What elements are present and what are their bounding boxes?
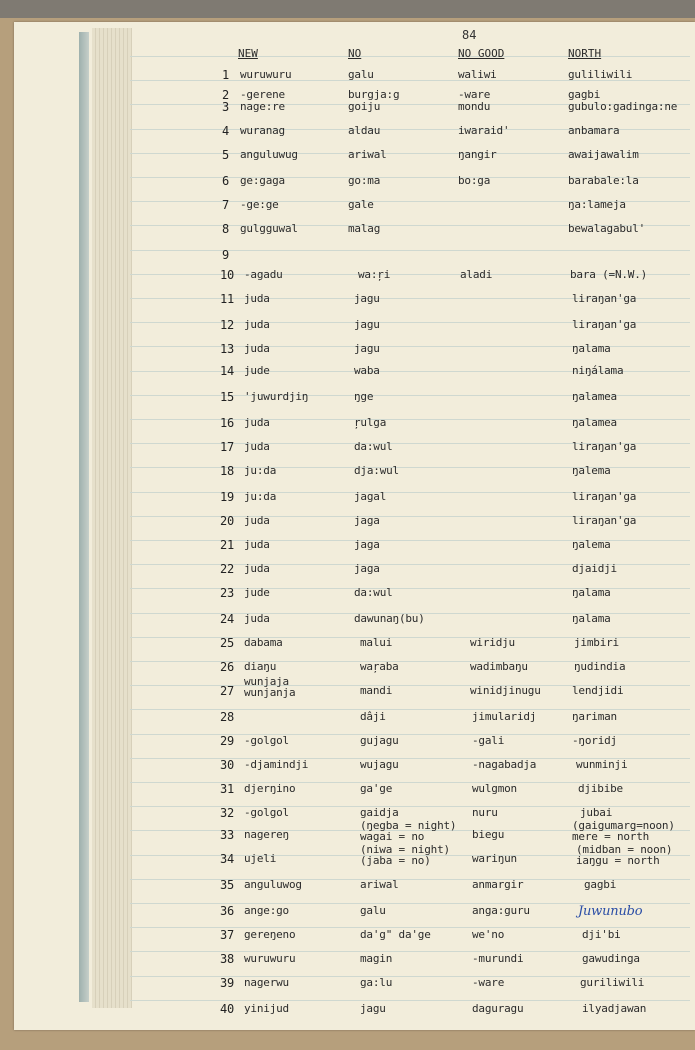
row-37-num: 37	[220, 928, 235, 942]
row-10-nogood: aladi	[460, 268, 493, 281]
row-32-nogood: nuru	[472, 806, 498, 819]
row-18-num: 18	[220, 464, 235, 478]
row-33-north: (gaigumarg=noon) mere = north	[572, 819, 675, 843]
row-6-num: 6	[222, 174, 230, 188]
row-21-num: 21	[220, 538, 235, 552]
row-20-north: liraŋan'ga	[572, 514, 637, 527]
row-12-num: 12	[220, 318, 235, 332]
row-34-num: 34	[220, 852, 235, 866]
row-17-num: 17	[220, 440, 235, 454]
row-39-new: nagerwu	[244, 976, 289, 989]
row-31-nogood: wulgmon	[472, 782, 517, 795]
row-38-num: 38	[220, 952, 235, 966]
row-40-new: yinijud	[244, 1002, 289, 1015]
row-8-no: malag	[348, 222, 381, 235]
row-39-num: 39	[220, 976, 235, 990]
row-28-num: 28	[220, 710, 235, 724]
row-38-no: magin	[360, 952, 393, 965]
row-5-nogood: ŋangir	[458, 148, 497, 161]
row-4-north: anbamara	[568, 124, 620, 137]
row-29-north: -ŋoridj	[572, 734, 617, 747]
ruled-line	[130, 1000, 690, 1001]
row-10-no: wa:ŗi	[358, 268, 391, 281]
row-39-no: ga:lu	[360, 976, 393, 989]
row-38-north: gawudinga	[582, 952, 640, 965]
row-7-no: gale	[348, 198, 374, 211]
row-8-num: 8	[222, 222, 230, 236]
row-27-num: 27	[220, 684, 235, 698]
row-5-north: awaijawalim	[568, 148, 639, 161]
row-2-num: 2	[222, 88, 230, 102]
row-21-north: ŋalema	[572, 538, 611, 551]
row-21-new: juda	[244, 538, 270, 551]
row-3-new: nage:re	[240, 100, 285, 113]
row-40-nogood: daguragu	[472, 1002, 524, 1015]
header-no-good: NO GOOD	[458, 47, 505, 60]
row-25-no: malui	[360, 636, 393, 649]
row-19-no: jagal	[354, 490, 387, 503]
row-30-north: wunminji	[576, 758, 628, 771]
row-4-num: 4	[222, 124, 230, 138]
row-11-no: jagu	[354, 292, 380, 305]
row-35-new: anguluwog	[244, 878, 302, 891]
row-3-no: goiju	[348, 100, 381, 113]
row-29-new: -golgol	[244, 734, 289, 747]
header-north: NORTH	[568, 47, 602, 60]
row-36-new: ange:go	[244, 904, 289, 917]
ruled-line	[130, 56, 690, 57]
row-10-new: -agadu	[244, 268, 283, 281]
row-29-nogood: -gali	[472, 734, 505, 747]
row-35-num: 35	[220, 878, 235, 892]
row-35-no: ariwal	[360, 878, 399, 891]
row-15-no: ŋge	[354, 390, 374, 403]
row-23-new: jude	[244, 586, 270, 599]
row-34-north: (midban = noon) iaŋgu = north	[576, 843, 673, 867]
row-14-no: waba	[354, 364, 380, 377]
row-4-new: wuranag	[240, 124, 285, 137]
row-3-num: 3	[222, 100, 230, 114]
row-38-new: wuruwuru	[244, 952, 296, 965]
row-14-north: niŋálama	[572, 364, 624, 377]
row-26-north: ŋudindia	[574, 660, 626, 673]
row-33-nogood: biegu	[472, 828, 505, 841]
row-20-num: 20	[220, 514, 235, 528]
row-25-num: 25	[220, 636, 235, 650]
row-39-north: guriliwili	[580, 976, 645, 989]
row-22-no: jaga	[354, 562, 380, 575]
row-33-new: nagereŋ	[244, 828, 289, 841]
row-36-num: 36	[220, 904, 235, 918]
row-1-no: galu	[348, 68, 374, 81]
row-26-new: diaŋu	[244, 660, 277, 673]
row-3-nogood: mondu	[458, 100, 491, 113]
row-15-new: 'juwurdjiŋ	[244, 390, 309, 403]
row-22-north: djaidji	[572, 562, 617, 575]
row-31-north: djibibe	[578, 782, 623, 795]
row-40-north: ilyadjawan	[582, 1002, 647, 1015]
row-35-north: gagbi	[584, 878, 617, 891]
row-11-new: juda	[244, 292, 270, 305]
row-6-no: go:ma	[348, 174, 381, 187]
row-37-no: da'g" da'ge	[360, 928, 431, 941]
ruled-line	[130, 250, 690, 251]
row-27-nogood: winidjinugu	[470, 684, 541, 697]
row-13-north: ŋalama	[572, 342, 611, 355]
row-34-new: ujeli	[244, 852, 277, 865]
row-6-nogood: bo:ga	[458, 174, 491, 187]
row-10-num: 10	[220, 268, 235, 282]
row-29-num: 29	[220, 734, 235, 748]
row-2-new: -gerene	[240, 88, 285, 101]
row-36-nogood: anga:guru	[472, 904, 530, 917]
row-28-nogood: jimularidj	[472, 710, 537, 723]
row-37-north: dji'bi	[582, 928, 621, 941]
row-26-no: waŗaba	[360, 660, 399, 673]
row-20-no: jaga	[354, 514, 380, 527]
row-18-new: ju:da	[244, 464, 277, 477]
row-30-no: wujagu	[360, 758, 399, 771]
row-14-new: jude	[244, 364, 270, 377]
binding-spine	[79, 32, 89, 1002]
row-24-no: dawunaŋ(bu)	[354, 612, 425, 625]
header-no: NO	[348, 47, 362, 60]
page-edges	[92, 28, 132, 1008]
row-16-num: 16	[220, 416, 235, 430]
row-4-nogood: iwaraid'	[458, 124, 510, 137]
row-30-new: -djamindji	[244, 758, 309, 771]
row-12-new: juda	[244, 318, 270, 331]
row-18-no: dja:wul	[354, 464, 399, 477]
row-28-no: dâji	[360, 710, 386, 723]
row-32-new: -golgol	[244, 806, 289, 819]
row-7-num: 7	[222, 198, 230, 212]
row-36-no: galu	[360, 904, 386, 917]
row-24-new: juda	[244, 612, 270, 625]
row-17-new: juda	[244, 440, 270, 453]
row-19-num: 19	[220, 490, 235, 504]
row-24-north: ŋalama	[572, 612, 611, 625]
row-1-north: guliliwili	[568, 68, 633, 81]
row-36-north: Juwunubo	[578, 904, 643, 919]
row-14-num: 14	[220, 364, 235, 378]
row-16-north: ŋalamea	[572, 416, 617, 429]
row-40-num: 40	[220, 1002, 235, 1016]
row-2-no: burgja:g	[348, 88, 400, 101]
row-28-north: ŋariman	[572, 710, 617, 723]
row-27-north: lendjidi	[572, 684, 624, 697]
row-30-num: 30	[220, 758, 235, 772]
row-39-nogood: -ware	[472, 976, 505, 989]
row-15-num: 15	[220, 390, 235, 404]
row-33-no: (ŋegba = night) wagai = no	[360, 819, 457, 843]
row-31-new: djerŋino	[244, 782, 296, 795]
row-32-num: 32	[220, 806, 235, 820]
row-2-north: gagbi	[568, 88, 601, 101]
row-35-nogood: anmargir	[472, 878, 524, 891]
row-17-north: liraŋan'ga	[572, 440, 637, 453]
row-8-north: bewalagabul'	[568, 222, 646, 235]
row-13-no: jagu	[354, 342, 380, 355]
row-8-new: gulgguwal	[240, 222, 298, 235]
row-11-north: liraŋan'ga	[572, 292, 637, 305]
row-5-no: ariwal	[348, 148, 387, 161]
row-22-new: juda	[244, 562, 270, 575]
page-number: 84	[462, 28, 477, 42]
row-19-new: ju:da	[244, 490, 277, 503]
row-20-new: juda	[244, 514, 270, 527]
row-25-new: dabama	[244, 636, 283, 649]
row-10-north: bara (=N.W.)	[570, 268, 648, 281]
row-33-num: 33	[220, 828, 235, 842]
row-16-no: ŗulga	[354, 416, 387, 429]
row-19-north: liraŋan'ga	[572, 490, 637, 503]
row-32-north: jubai	[580, 806, 613, 819]
row-26-nogood: wadimbaŋu	[470, 660, 528, 673]
row-7-new: -ge:ge	[240, 198, 279, 211]
row-13-new: juda	[244, 342, 270, 355]
row-1-num: 1	[222, 68, 230, 82]
row-9-num: 9	[222, 248, 230, 262]
row-12-no: jagu	[354, 318, 380, 331]
row-31-no: ga'ge	[360, 782, 393, 795]
row-27-new: wunjaja wunjanja	[244, 675, 296, 699]
row-38-nogood: -murundi	[472, 952, 524, 965]
row-23-no: da:wul	[354, 586, 393, 599]
row-5-new: anguluwug	[240, 148, 298, 161]
row-12-north: liraŋan'ga	[572, 318, 637, 331]
row-15-north: ŋalamea	[572, 390, 617, 403]
row-30-nogood: -nagabadja	[472, 758, 537, 771]
row-18-north: ŋalema	[572, 464, 611, 477]
row-37-nogood: we'no	[472, 928, 505, 941]
row-7-north: ŋa:lameja	[568, 198, 626, 211]
row-25-north: jimbiri	[574, 636, 619, 649]
row-25-nogood: wiridju	[470, 636, 515, 649]
row-24-num: 24	[220, 612, 235, 626]
row-6-new: ge:gaga	[240, 174, 285, 187]
row-31-num: 31	[220, 782, 235, 796]
row-34-nogood: wariŋun	[472, 852, 517, 865]
row-34-no: (niwa = night) (jaba = no)	[360, 843, 450, 867]
row-26-num: 26	[220, 660, 235, 674]
row-37-new: gereŋeno	[244, 928, 296, 941]
row-23-num: 23	[220, 586, 235, 600]
row-16-new: juda	[244, 416, 270, 429]
row-5-num: 5	[222, 148, 230, 162]
row-23-north: ŋalama	[572, 586, 611, 599]
row-1-nogood: waliwi	[458, 68, 497, 81]
row-17-no: da:wul	[354, 440, 393, 453]
row-1-new: wuruwuru	[240, 68, 292, 81]
row-21-no: jaga	[354, 538, 380, 551]
row-13-num: 13	[220, 342, 235, 356]
row-6-north: barabale:la	[568, 174, 639, 187]
row-22-num: 22	[220, 562, 235, 576]
header-new: NEW	[238, 47, 258, 60]
row-29-no: gujagu	[360, 734, 399, 747]
row-11-num: 11	[220, 292, 235, 306]
row-3-north: gubulo:gadinga:ne	[568, 100, 678, 113]
row-4-no: aldau	[348, 124, 381, 137]
row-27-no: mandi	[360, 684, 393, 697]
row-2-nogood: -ware	[458, 88, 491, 101]
row-40-no: jagu	[360, 1002, 386, 1015]
row-32-no: gaidja	[360, 806, 399, 819]
